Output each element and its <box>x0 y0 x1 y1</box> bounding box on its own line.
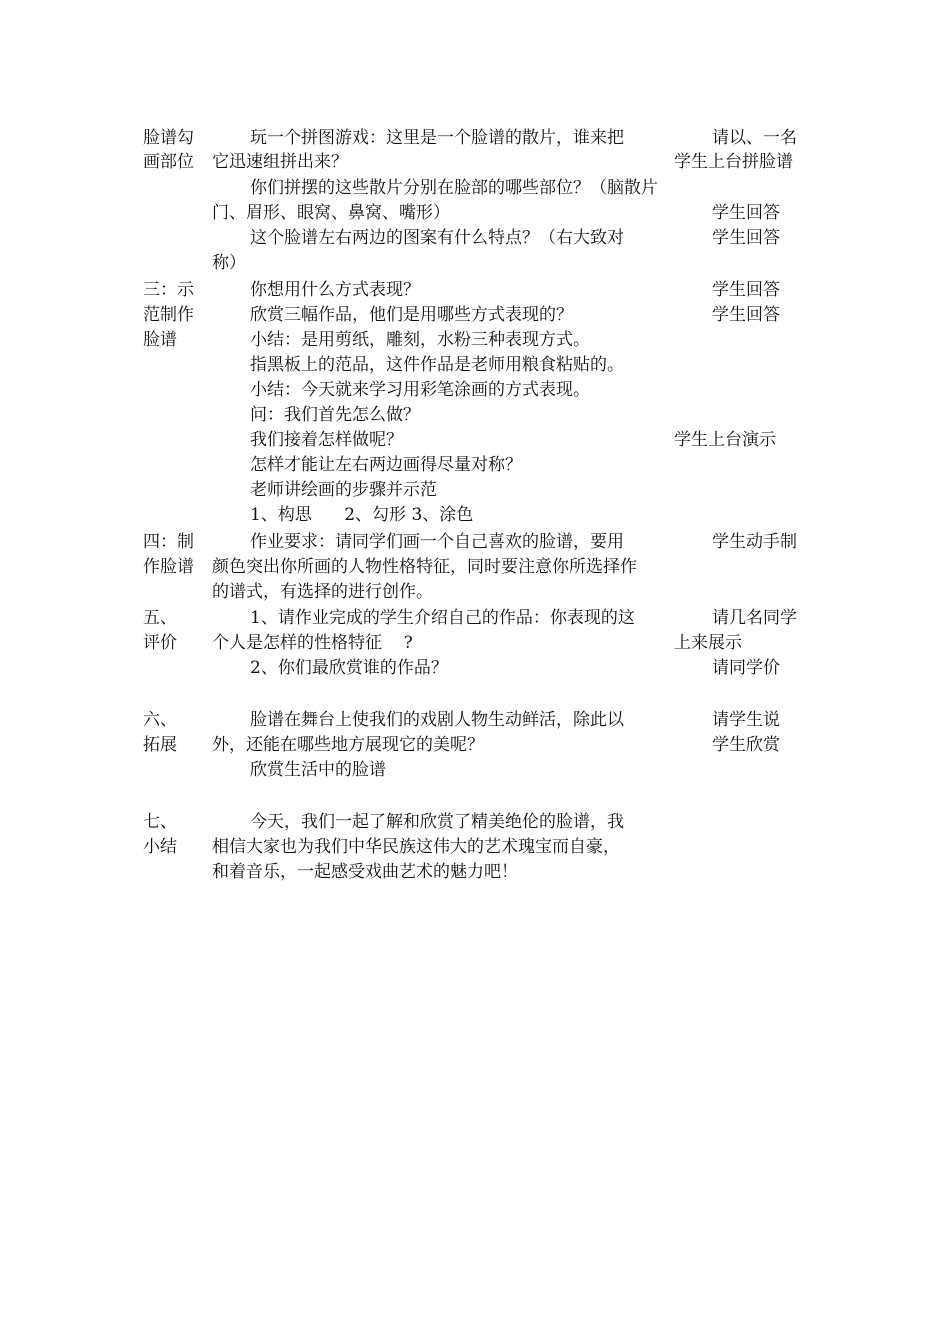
body-line: 它迅速组拼出来？ <box>212 152 348 172</box>
body-line: 相信大家也为我们中华民族这伟大的艺术瑰宝而自豪， <box>212 837 620 857</box>
section-heading: 作脸谱 <box>143 557 194 577</box>
section-heading: 画部位 <box>143 152 194 172</box>
section-heading: 三：示 <box>143 280 194 300</box>
section-heading: 范制作 <box>143 305 194 325</box>
body-line: 今天，我们一起了解和欣赏了精美绝伦的脸谱，我 <box>250 812 624 832</box>
section-heading: 四：制 <box>143 532 194 552</box>
section-heading: 脸谱勾 <box>143 128 194 148</box>
body-line: 脸谱在舞台上使我们的戏剧人物生动鲜活，除此以 <box>250 710 624 730</box>
body-line: 和着音乐，一起感受戏曲艺术的魅力吧！ <box>212 862 518 882</box>
body-line: 欣赏生活中的脸谱 <box>250 760 386 780</box>
body-line: 的谱式，有选择的进行创作。 <box>212 582 433 602</box>
activity-note: 请同学价 <box>712 658 780 678</box>
body-line: 外，还能在哪些地方展现它的美呢？ <box>212 735 484 755</box>
section-heading: 小结 <box>143 837 177 857</box>
body-line: 欣赏三幅作品，他们是用哪些方式表现的？ <box>250 305 573 325</box>
body-line: 这个脸谱左右两边的图案有什么特点？（右大致对 <box>250 228 624 248</box>
activity-note: 学生欣赏 <box>712 735 780 755</box>
body-line: 小结：是用剪纸，雕刻，水粉三种表现方式。 <box>250 330 590 350</box>
body-line: 1、请作业完成的学生介绍自己的作品：你表现的这 <box>250 608 635 628</box>
activity-note: 学生动手制 <box>712 532 797 552</box>
section-heading: 拓展 <box>143 735 177 755</box>
activity-note: 学生回答 <box>712 280 780 300</box>
body-line: 称） <box>212 253 246 273</box>
section-heading: 脸谱 <box>143 330 177 350</box>
activity-note: 请几名同学 <box>712 608 797 628</box>
body-line: 2、你们最欣赏谁的作品？ <box>250 658 448 678</box>
body-line: 老师讲绘画的步骤并示范 <box>250 480 437 500</box>
body-line: 小结：今天就来学习用彩笔涂画的方式表现。 <box>250 380 590 400</box>
activity-note: 学生上台拼脸谱 <box>674 152 793 172</box>
body-line: 门、眉形、眼窝、鼻窝、嘴形） <box>212 203 450 223</box>
activity-note: 学生上台演示 <box>674 430 776 450</box>
body-line: 怎样才能让左右两边画得尽量对称？ <box>250 455 522 475</box>
body-line: 你们拼摆的这些散片分别在脸部的哪些部位？（脑散片 <box>250 178 658 198</box>
section-heading: 七、 <box>143 812 177 832</box>
body-line: 指黑板上的范品，这件作品是老师用粮食粘贴的。 <box>250 355 624 375</box>
body-line: 玩一个拼图游戏：这里是一个脸谱的散片，谁来把 <box>250 128 624 148</box>
section-heading: 评价 <box>143 633 177 653</box>
body-line: 你想用什么方式表现？ <box>250 280 420 300</box>
activity-note: 上来展示 <box>674 633 742 653</box>
body-line: 问：我们首先怎么做？ <box>250 405 420 425</box>
activity-note: 学生回答 <box>712 203 780 223</box>
activity-note: 学生回答 <box>712 305 780 325</box>
body-line: 我们接着怎样做呢？ <box>250 430 403 450</box>
body-line: 作业要求：请同学们画一个自己喜欢的脸谱，要用 <box>250 532 624 552</box>
activity-note: 请以、一名 <box>712 128 797 148</box>
body-line: 1、构思 2、勾形 3、涂色 <box>250 505 474 525</box>
activity-note: 学生回答 <box>712 228 780 248</box>
body-line: 颜色突出你所画的人物性格特征，同时要注意你所选择作 <box>212 557 637 577</box>
section-heading: 六、 <box>143 710 177 730</box>
body-line: 个人是怎样的性格特征 ? <box>212 633 413 653</box>
section-heading: 五、 <box>143 608 177 628</box>
activity-note: 请学生说 <box>712 710 780 730</box>
